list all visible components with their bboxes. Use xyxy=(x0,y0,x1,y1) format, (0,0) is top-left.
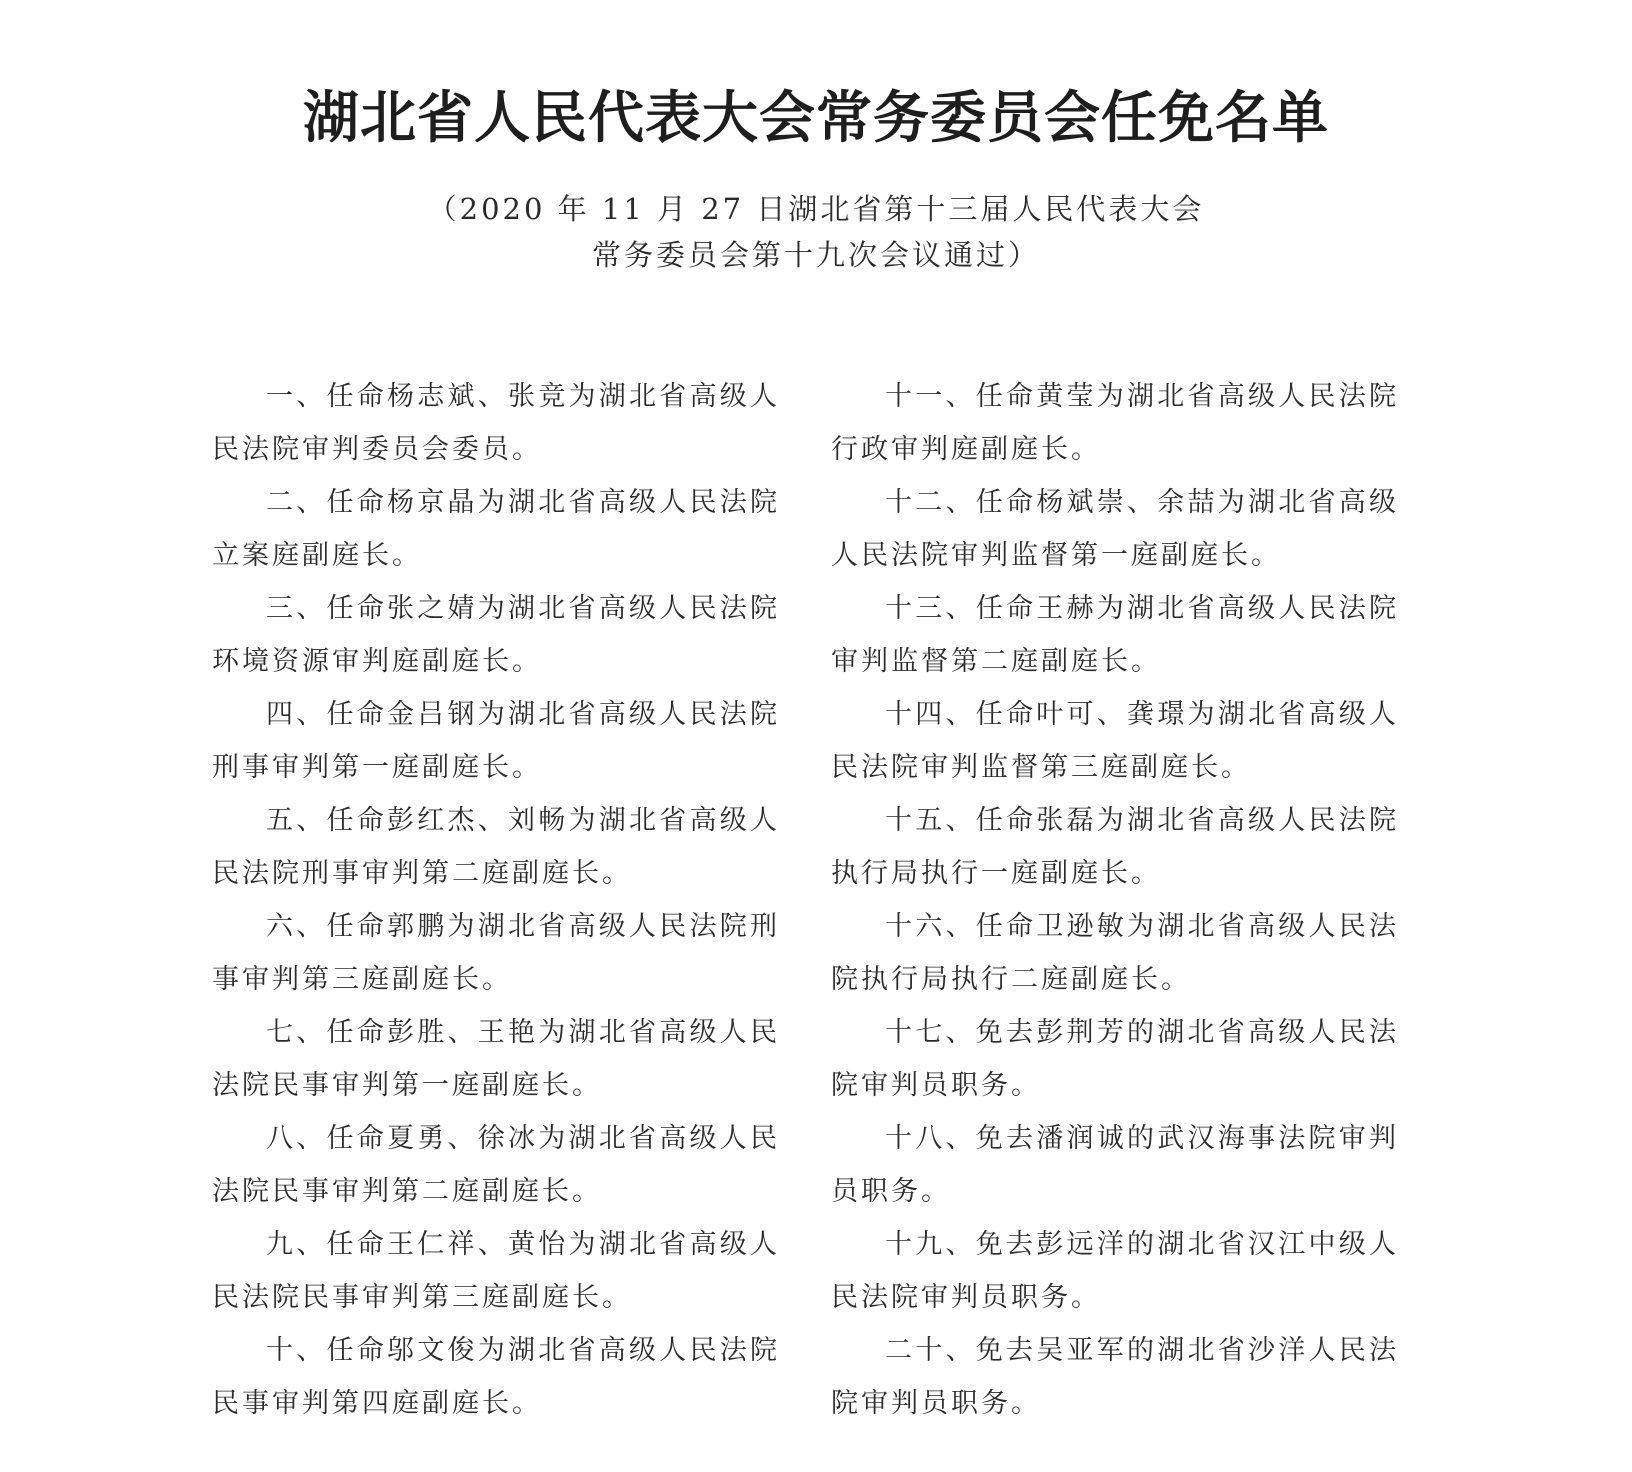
list-item: 十一、任命黄莹为湖北省高级人民法院行政审判庭副庭长。 xyxy=(831,381,1399,465)
list-item: 十七、免去彭荆芳的湖北省高级人民法院审判员职务。 xyxy=(831,1017,1399,1101)
list-item: 八、任命夏勇、徐冰为湖北省高级人民法院民事审判第二庭副庭长。 xyxy=(212,1123,780,1207)
right-column xyxy=(831,370,1399,1430)
list-item: 六、任命郭鹏为湖北省高级人民法院刑事审判第三庭副庭长。 xyxy=(212,911,780,995)
list-item: 十、任命邬文俊为湖北省高级人民法院民事审判第四庭副庭长。 xyxy=(212,1335,780,1419)
list-item: 十九、免去彭远洋的湖北省汉江中级人民法院审判员职务。 xyxy=(831,1229,1399,1313)
list-item: 十三、任命王赫为湖北省高级人民法院审判监督第二庭副庭长。 xyxy=(831,593,1399,677)
list-item: 十四、任命叶可、龚璟为湖北省高级人民法院审判监督第三庭副庭长。 xyxy=(831,699,1399,783)
document-title: 湖北省人民代表大会常务委员会任免名单 xyxy=(303,85,1329,151)
list-item: 二十、免去吴亚军的湖北省沙洋人民法院审判员职务。 xyxy=(831,1335,1399,1419)
list-item: 十二、任命杨斌崇、余喆为湖北省高级人民法院审判监督第一庭副庭长。 xyxy=(831,487,1399,571)
list-item: 九、任命王仁祥、黄怡为湖北省高级人民法院民事审判第三庭副庭长。 xyxy=(212,1229,780,1313)
list-item: 七、任命彭胜、王艳为湖北省高级人民法院民事审判第一庭副庭长。 xyxy=(212,1017,780,1101)
list-item: 十八、免去潘润诚的武汉海事法院审判员职务。 xyxy=(831,1123,1399,1207)
list-item: 五、任命彭红杰、刘畅为湖北省高级人民法院刑事审判第二庭副庭长。 xyxy=(212,805,780,889)
list-item: 十六、任命卫逊敏为湖北省高级人民法院执行局执行二庭副庭长。 xyxy=(831,911,1399,995)
left-column xyxy=(212,370,780,1430)
document-subtitle xyxy=(0,186,1632,278)
list-item: 二、任命杨京晶为湖北省高级人民法院立案庭副庭长。 xyxy=(212,487,780,571)
list-item: 四、任命金吕钢为湖北省高级人民法院刑事审判第一庭副庭长。 xyxy=(212,699,780,783)
subtitle-line-1: （2020 年 11 月 27 日湖北省第十三届人民代表大会 xyxy=(427,192,1205,226)
list-item: 一、任命杨志斌、张竞为湖北省高级人民法院审判委员会委员。 xyxy=(212,381,780,465)
list-item: 十五、任命张磊为湖北省高级人民法院执行局执行一庭副庭长。 xyxy=(831,805,1399,889)
list-item: 三、任命张之婧为湖北省高级人民法院环境资源审判庭副庭长。 xyxy=(212,593,780,677)
subtitle-line-2: 常务委员会第十九次会议通过） xyxy=(591,238,1040,272)
